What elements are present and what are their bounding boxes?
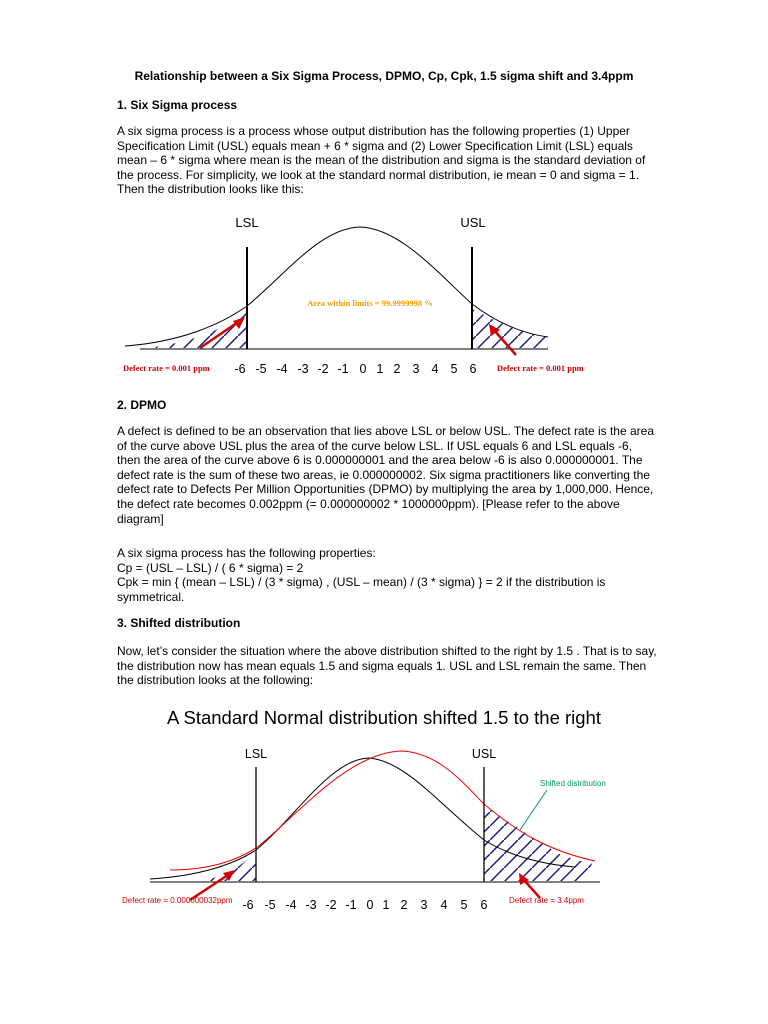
right-defect-rate-label: Defect rate = 0.001 ppm [497, 363, 584, 373]
tick-label: 4 [431, 362, 439, 376]
text-line: Now, let’s consider the situation where the above distribution shifted to the right by 1.5 . That is to say, [117, 644, 657, 658]
usl-label: USL [460, 215, 486, 230]
tick-label: -1 [345, 898, 357, 912]
area-within-limits-label: Area within limits = 99.9999998 % [307, 298, 433, 308]
section-2-properties [117, 546, 657, 604]
shifted-distribution-label: Shifted distribution [540, 779, 606, 788]
text-line: the process. For simplicity, we look at the standard normal distribution, ie mean = 0 and sigma = 1. [117, 167, 640, 182]
tick-label: -3 [297, 362, 309, 376]
text-line: A six sigma process has the following properties: [117, 546, 376, 560]
tick-label: -2 [325, 898, 337, 912]
x-axis-ticks-shifted [242, 898, 487, 912]
text-line: mean – 6 * sigma where mean is the mean of the distribution and sigma is the standard deviation of [117, 153, 646, 168]
tick-label: -1 [337, 362, 349, 376]
text-line: of the curve above USL plus the area of the curve below LSL. If USL equals 6 and LSL equals -6, [117, 438, 632, 453]
text-line: Then the distribution looks like this: [117, 182, 304, 197]
tick-label: 4 [440, 898, 448, 912]
text-line: A defect is defined to be an observation that lies above LSL or below USL. The defect rate is the area [117, 424, 655, 438]
cpk-formula: Cpk = min { (mean – LSL) / (3 * sigma) , (USL – mean) / (3 * sigma) } = 2 if the distribution is [117, 575, 606, 590]
tick-label: 0 [359, 362, 367, 376]
text-line: A six sigma process is a process whose output distribution has the following properties (1) Upper [117, 124, 630, 138]
text-line: defect rate is the sum of these two areas, ie 0.000000002. Six sigma practitioners like converting the [117, 467, 650, 482]
figure-2-title: A Standard Normal distribution shifted 1.5 to the right [167, 707, 601, 728]
tick-label: 6 [480, 898, 488, 912]
tick-label: -5 [255, 362, 267, 376]
left-defect-rate-label-shifted: Defect rate = 0.000000032ppm [122, 896, 233, 905]
tick-label: 6 [469, 362, 477, 376]
text-line: defect rate to Defects Per Million Opportunities (DPMO) by multiplying the area by 1,000,000. Hence, [117, 482, 654, 497]
tick-label: 3 [412, 362, 420, 376]
section-3-paragraph [117, 644, 657, 688]
tick-label: -4 [276, 362, 288, 376]
right-defect-rate-label-shifted: Defect rate = 3.4ppm [509, 896, 584, 905]
left-defect-rate-label: Defect rate = 0.001 ppm [123, 363, 210, 373]
usl-label-shifted: USL [471, 747, 497, 761]
tick-label: -3 [305, 898, 317, 912]
tick-label: 5 [450, 362, 458, 376]
tick-label: 2 [400, 898, 408, 912]
tick-label: -6 [242, 898, 254, 912]
section-2-paragraph [117, 424, 657, 526]
text-line: the distribution looks at the following: [117, 673, 314, 688]
tick-label: -2 [317, 362, 329, 376]
tick-label: -4 [285, 898, 297, 912]
cp-formula: Cp = (USL – LSL) / ( 6 * sigma) = 2 [117, 560, 304, 575]
tick-label: 0 [366, 898, 374, 912]
shifted-pointer-line [520, 790, 547, 830]
tick-label: 1 [376, 362, 384, 376]
text-line: the distribution now has mean equals 1.5 and sigma equals 1. USL and LSL remain the same. Then [117, 658, 647, 673]
text-line: the defect rate becomes 0.002ppm (= 0.000000002 * 1000000ppm). [Please refer to the above [117, 496, 620, 511]
section-2-heading: 2. DPMO [117, 398, 167, 412]
right-tail-hatch [472, 309, 548, 348]
section-1-heading: 1. Six Sigma process [117, 98, 238, 112]
text-line: Specification Limit (USL) equals mean + 6 * sigma and (2) Lower Specification Limit (LSL) equals [117, 138, 633, 153]
document-title: Relationship between a Six Sigma Process, DPMO, Cp, Cpk, 1.5 sigma shift and 3.4ppm [134, 69, 634, 83]
tick-label: -5 [264, 898, 276, 912]
lsl-label: LSL [235, 215, 259, 230]
tick-label: -6 [234, 362, 246, 376]
text-line: then the area of the curve above 6 is 0.000000001 and the area below -6 is also 0.000000001. The [117, 453, 643, 468]
tick-label: 2 [393, 362, 401, 376]
tick-label: 3 [420, 898, 428, 912]
tick-label: 5 [460, 898, 468, 912]
x-axis-ticks [234, 362, 476, 376]
text-line: diagram] [117, 511, 164, 526]
text-line: symmetrical. [117, 589, 185, 604]
section-3-heading: 3. Shifted distribution [117, 616, 241, 630]
lsl-label-shifted: LSL [244, 747, 268, 761]
tick-label: 1 [382, 898, 390, 912]
